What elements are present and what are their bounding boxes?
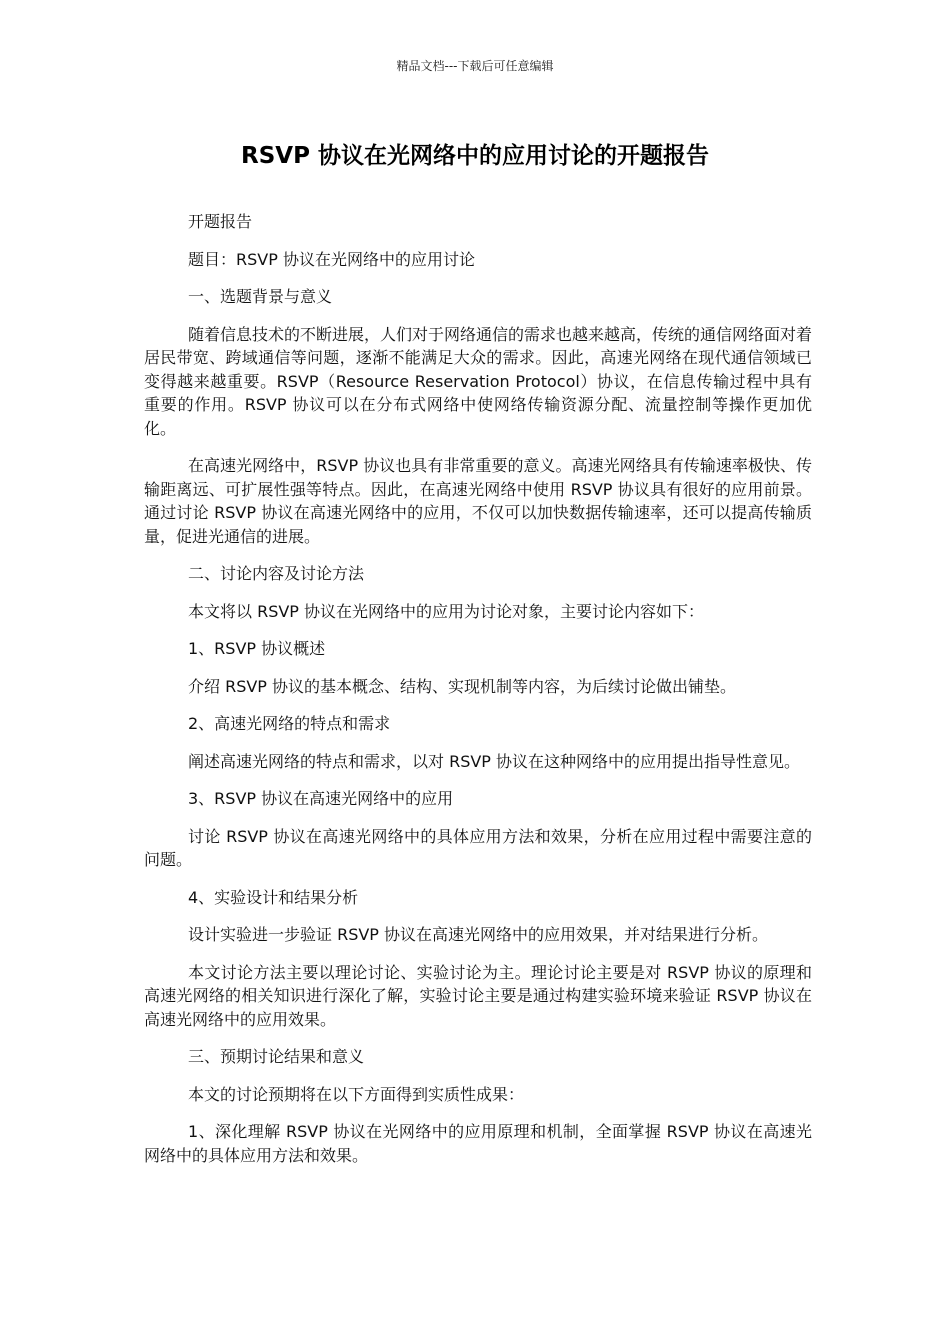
section-heading-content-methods: 二、讨论内容及讨论方法	[188, 564, 365, 583]
paragraph: 设计实验进一步验证 RSVP 协议在高速光网络中的应用效果，并对结果进行分析。	[188, 925, 769, 944]
list-item-heading: 2、高速光网络的特点和需求	[188, 714, 391, 733]
list-item-heading: 1、RSVP 协议概述	[188, 639, 326, 658]
paragraph-report-label: 开题报告	[188, 212, 253, 231]
list-item-heading: 3、RSVP 协议在高速光网络中的应用	[188, 789, 454, 808]
paragraph: 介绍 RSVP 协议的基本概念、结构、实现机制等内容，为后续讨论做出铺垫。	[188, 676, 737, 696]
list-item-heading: 4、实验设计和结果分析	[188, 887, 359, 907]
section-heading-background: 一、选题背景与意义	[188, 287, 333, 306]
paragraph: 本文将以 RSVP 协议在光网络中的应用为讨论对象，主要讨论内容如下：	[188, 601, 705, 621]
paragraph: 本文的讨论预期将在以下方面得到实质性成果：	[188, 1084, 525, 1104]
paragraph: 本文讨论方法主要以理论讨论、实验讨论为主。理论讨论主要是对 RSVP 协议的原理和高速光网络的相关知识进行深化了解，实验讨论主要是通过构建实验环境来验证 RSVP 协议在高速光网络中的应用效果。	[144, 962, 812, 1029]
header-note: 精品文档---下载后可任意编辑	[396, 59, 554, 73]
document-body	[144, 210, 812, 1181]
paragraph: 在高速光网络中，RSVP 协议也具有非常重要的意义。高速光网络具有传输速率极快、传输距离远、可扩展性强等特点。因此，在高速光网络中使用 RSVP 协议具有很好的应用前景。通过讨论 RSVP 协议在高速光网络中的应用，不仅可以加快数据传输速率，还可以提高传输质量，促进光通信的进展。	[144, 456, 812, 546]
paragraph: 阐述高速光网络的特点和需求，以对 RSVP 协议在这种网络中的应用提出指导性意见。	[188, 751, 801, 771]
paragraph: 随着信息技术的不断进展，人们对于网络通信的需求也越来越高，传统的通信网络面对着居民带宽、跨域通信等问题，逐渐不能满足大众的需求。因此，高速光网络在现代通信领域已变得越来越重要。RSVP（Resource Reservation Protocol）协议，在信息传输过程中具有重要的作用。RSVP 协议可以在分布式网络中使网络传输资源分配、流量控制等操作更加优化。	[144, 324, 813, 438]
document-title: RSVP 协议在光网络中的应用讨论的开题报告	[241, 143, 709, 169]
section-heading-expected-results: 三、预期讨论结果和意义	[188, 1047, 365, 1066]
paragraph-topic: 题目：RSVP 协议在光网络中的应用讨论	[188, 249, 475, 269]
paragraph: 1、深化理解 RSVP 协议在光网络中的应用原理和机制，全面掌握 RSVP 协议在高速光网络中的具体应用方法和效果。	[144, 1122, 812, 1165]
paragraph: 讨论 RSVP 协议在高速光网络中的具体应用方法和效果，分析在应用过程中需要注意的问题。	[144, 826, 812, 869]
